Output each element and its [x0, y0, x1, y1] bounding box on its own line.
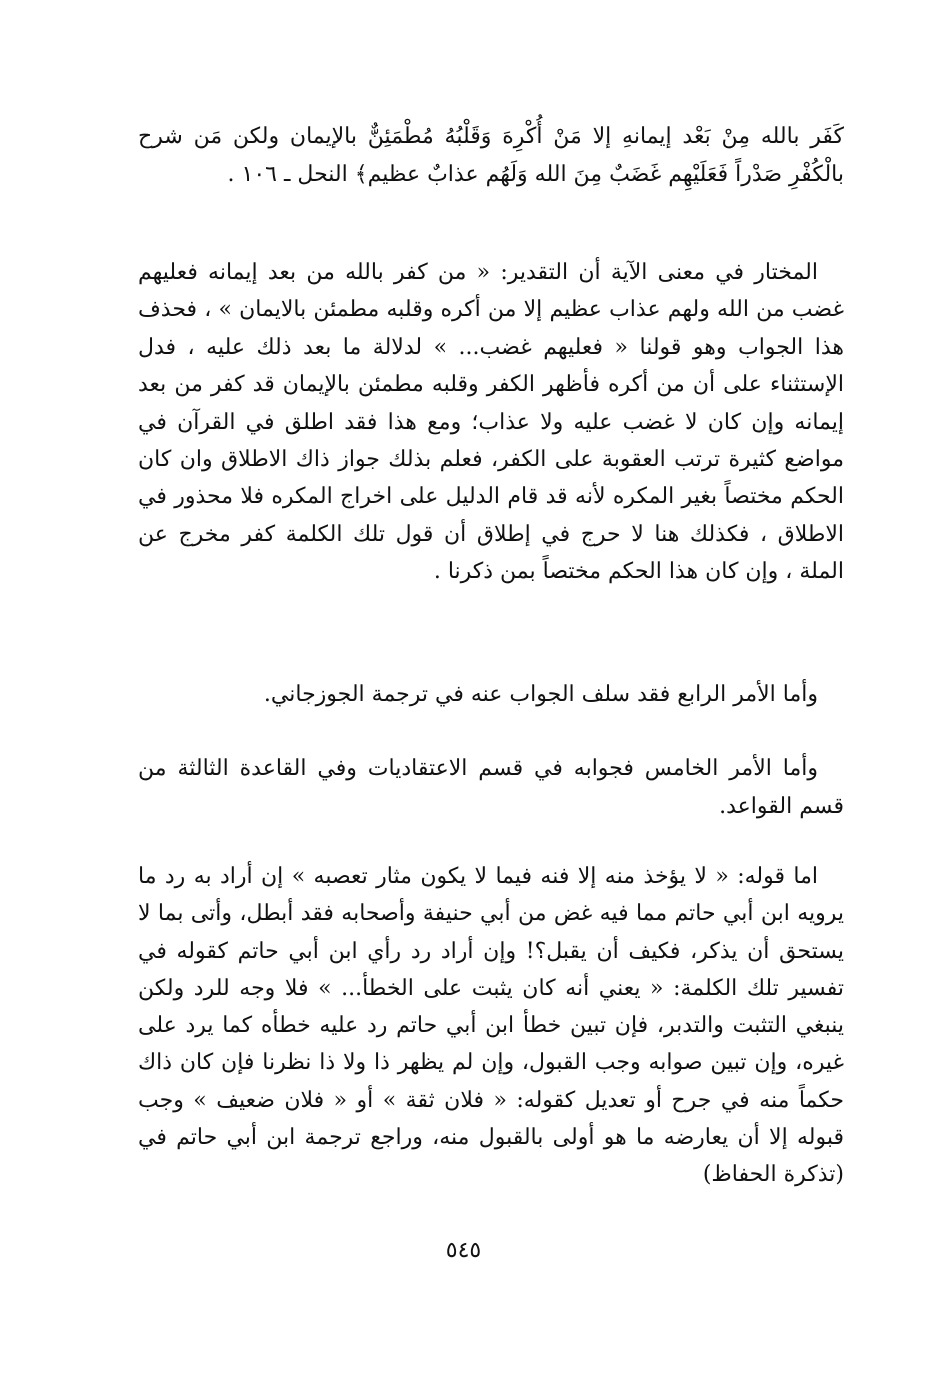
page-number: ٥٤٥ [445, 1238, 482, 1263]
quran-verse-continuation [138, 118, 844, 194]
paragraph-fourth-matter [138, 676, 844, 714]
verse-text: كَفَر بالله مِنْ بَعْد إيمانهِ إلا مَنْ أُكْرِهَ وَقَلْبُهُ مُطْمَئِنٌّ بالإيمان ولكن مَن شرح بالْكُفْرِ صَدْراً فَعَلَيْهِم غَضَبٌ مِنَ الله وَلَهُم عذابٌ عظيم﴾ النحل ـ ١٠٦ . [138, 124, 844, 187]
paragraph-text: المختار في معنى الآية أن التقدير: « من كفر بالله من بعد إيمانه فعليهم غضب من الله ولهم عذاب عظيم إلا من أكره وقلبه مطمئن بالايمان » ، فحذف هذا الجواب وهو قولنا « فعليهم غضب... » لدلالة ما بعد ذلك عليه ، فدل الإستثناء على أن من أكره فأظهر الكفر وقلبه مطمئن بالإيمان قد كفر من بعد إيمانه وإن كان لا غضب عليه ولا عذاب؛ ومع هذا فقد اطلق في القرآن في مواضع كثيرة ترتب العقوبة على الكفر، فعلم بذلك جواز ذاك الاطلاق وان كان الحكم مختصاً بغير المكره لأنه قد قام الدليل على اخراج المكره فلا محذور في الاطلاق ، فكذلك هنا لا حرج في إطلاق أن قول تلك الكلمة كفر مخرج عن الملة ، وإن كان هذا الحكم مختصاً بمن ذكرنا . [138, 260, 844, 585]
paragraph-text: اما قوله: « لا يؤخذ منه إلا فنه فيما لا يكون مثار تعصبه » إن أراد به رد ما يرويه ابن أبي حاتم مما فيه غض من أبي حنيفة وأصحابه فقد أبطل، وأتى بما لا يستحق أن يذكر، فكيف أن يقبل؟! وإن أراد رد رأي ابن أبي حاتم كقوله في تفسير تلك الكلمة: « يعني أنه كان يثبت على الخطأ... » فلا وجه للرد ولكن ينبغي التثبت والتدبر، فإن تبين خطأ ابن أبي حاتم رد عليه خطأه كما يرد على غيره، وإن تبين صوابه وجب القبول، وإن لم يظهر ذا ولا ذا نظرنا فإن كان ذاك حكماً منه في جرح أو تعديل كقوله: « فلان ثقة » أو « فلان ضعيف » وجب قبوله إلا أن يعارضه ما هو أولى بالقبول منه، وراجع ترجمة ابن أبي حاتم في (تذكرة الحفاظ) [138, 864, 845, 1188]
paragraph-verse-interpretation [138, 254, 844, 591]
paragraph-text: وأما الأمر الرابع فقد سلف الجواب عنه في ترجمة الجوزجاني. [263, 682, 818, 707]
paragraph-his-saying [138, 858, 844, 1194]
paragraph-fifth-matter [138, 750, 844, 826]
paragraph-text: وأما الأمر الخامس فجوابه في قسم الاعتقاديات وفي القاعدة الثالثة من قسم القواعد. [138, 756, 844, 819]
